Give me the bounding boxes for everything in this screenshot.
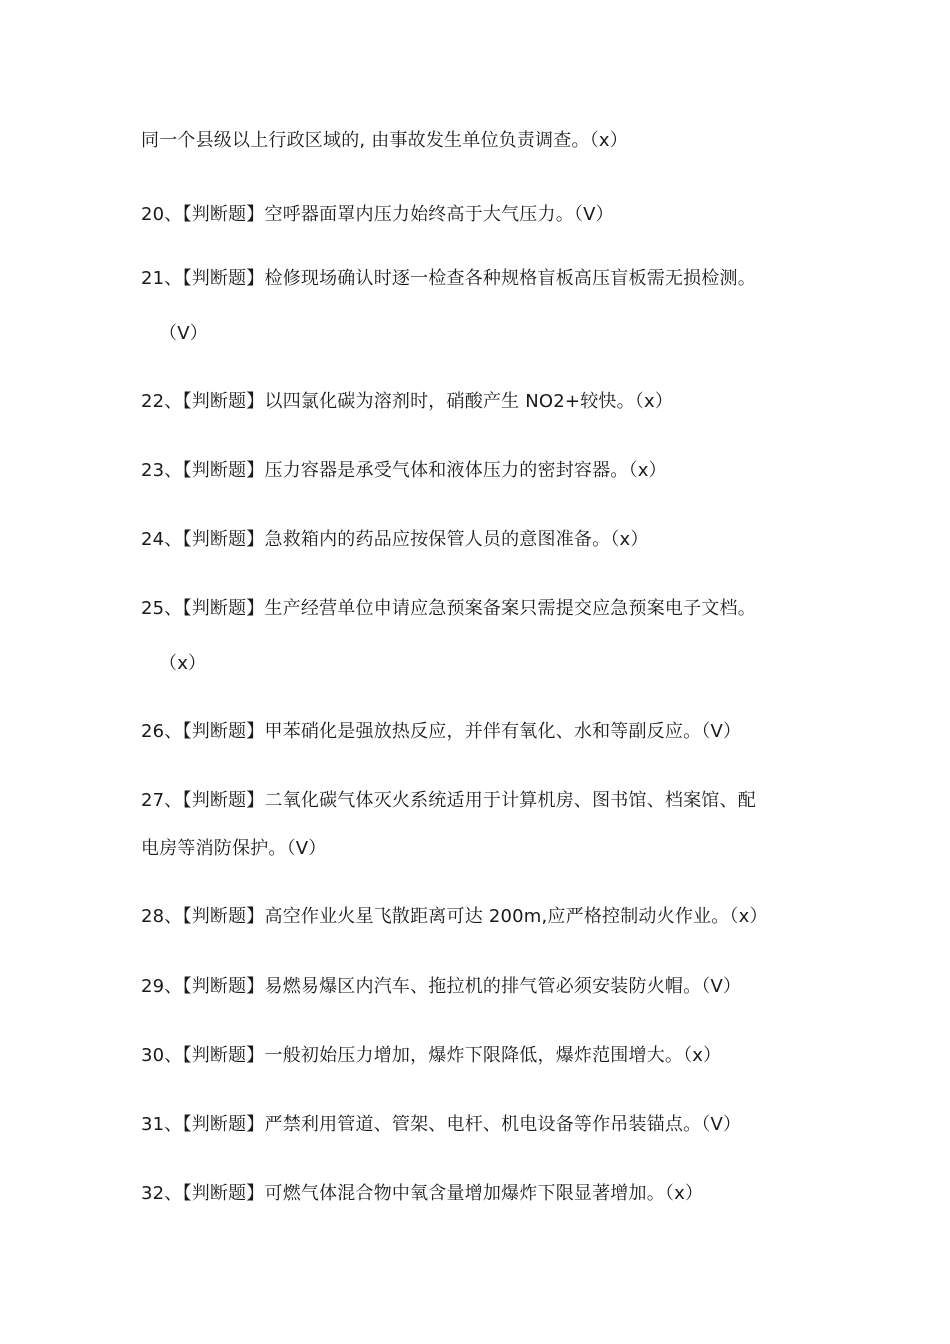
question-20: 20、【判断题】空呼器面罩内压力始终高于大气压力。（V） <box>141 204 614 225</box>
question-29: 29、【判断题】易燃易爆区内汽车、拖拉机的排气管必须安装防火帽。（V） <box>141 976 742 997</box>
question-24: 24、【判断题】急救箱内的药品应按保管人员的意图准备。（x） <box>141 529 649 550</box>
question-22: 22、【判断题】以四氯化碳为溶剂时，硝酸产生 NO2+较快。（x） <box>141 391 674 412</box>
question-19-continuation: 同一个县级以上行政区域的, 由事故发生单位负责调查。（x） <box>141 130 628 151</box>
question-30: 30、【判断题】一般初始压力增加，爆炸下限降低，爆炸范围增大。（x） <box>141 1045 722 1066</box>
question-27-continuation: 电房等消防保护。（V） <box>141 838 327 859</box>
question-27: 27、【判断题】二氧化碳气体灭火系统适用于计算机房、图书馆、档案馆、配 <box>141 790 756 811</box>
question-23: 23、【判断题】压力容器是承受气体和液体压力的密封容器。（x） <box>141 460 667 481</box>
question-25-answer: （x） <box>159 653 207 674</box>
question-21-answer: （V） <box>159 323 208 344</box>
question-26: 26、【判断题】甲苯硝化是强放热反应，并伴有氧化、水和等副反应。（V） <box>141 721 742 742</box>
question-21: 21、【判断题】检修现场确认时逐一检查各种规格盲板高压盲板需无损检测。 <box>141 268 756 289</box>
question-28: 28、【判断题】高空作业火星飞散距离可达 200m,应严格控制动火作业。（x） <box>141 906 768 927</box>
question-32: 32、【判断题】可燃气体混合物中氧含量增加爆炸下限显著增加。（x） <box>141 1183 704 1204</box>
question-25: 25、【判断题】生产经营单位申请应急预案备案只需提交应急预案电子文档。 <box>141 598 756 619</box>
question-31: 31、【判断题】严禁利用管道、管架、电杆、机电设备等作吊装锚点。（V） <box>141 1114 742 1135</box>
